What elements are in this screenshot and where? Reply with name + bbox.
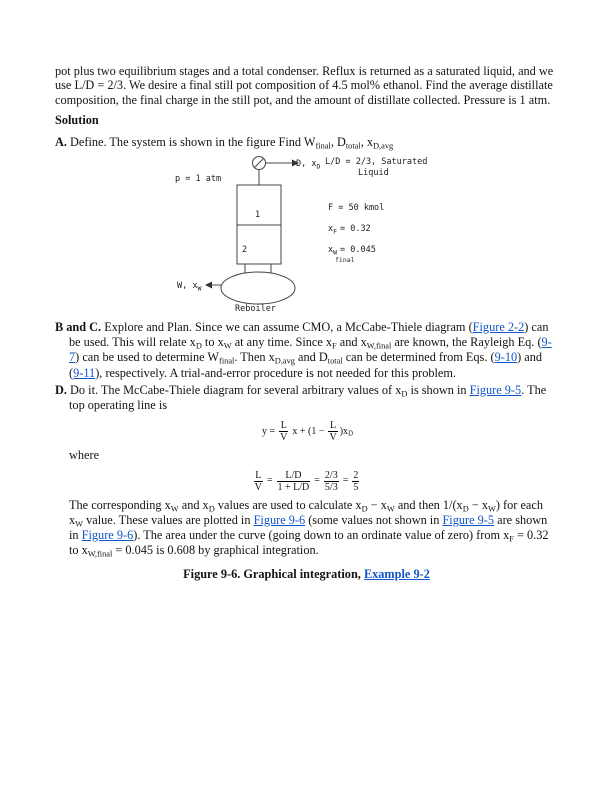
text-run: values are used to calculate x: [214, 497, 362, 512]
where-label: where: [69, 448, 100, 463]
bold-run: Figure 9-6. Graphical integration,: [183, 567, 364, 582]
subscript: F: [509, 534, 514, 544]
subscript: D,avg: [274, 356, 295, 366]
text-run: Explore and Plan. Since we can assume CMO, a McCabe-Thiele diagram (: [101, 319, 473, 334]
lv-ratio-equation: [55, 470, 558, 493]
eq-term: )x: [339, 426, 349, 438]
cross-reference-link[interactable]: Figure 9-5: [469, 382, 522, 397]
cross-reference-link[interactable]: 9-10: [494, 350, 518, 365]
text-run: at any time. Since x: [231, 335, 333, 350]
figure-caption: [55, 567, 558, 581]
text-run: . The top operating line is: [69, 382, 547, 413]
step-d-paragraph: [55, 383, 558, 413]
text-run: ) for each x: [69, 497, 543, 527]
text-run: are shown in: [69, 512, 548, 542]
diagram-lines: [212, 156, 295, 304]
eq-term: x + (1 −: [292, 426, 325, 438]
text-run: ). The area under the curve (going down to an ordinate value of zero) from x: [133, 527, 510, 542]
pressure-label: p = 1 atm: [175, 173, 222, 184]
cross-reference-link[interactable]: 9-7: [69, 335, 552, 365]
text-run: = 0.32 to x: [69, 527, 549, 558]
subscript: D: [348, 430, 353, 438]
subscript: F: [332, 341, 337, 351]
top-operating-line-equation: [55, 420, 558, 443]
fraction: $\frac{2/3}{5/3}$: [324, 469, 338, 493]
text-run: are known, the Rayleigh Eq. (: [391, 335, 542, 350]
subscript: W,final: [87, 549, 113, 559]
cross-reference-link[interactable]: Figure 9-5: [442, 512, 495, 527]
step-bc-paragraph: [55, 320, 558, 381]
text-run: Define. The system is shown in the figure Find W: [66, 134, 316, 149]
feed-composition-label: $x_F = 0.32$: [328, 223, 371, 236]
text-run: Do it. The McCabe-Thiele diagram for several arbitrary values of x: [66, 382, 402, 397]
fraction: $\frac{L}{V}$: [254, 469, 262, 493]
text-run: = 0.045 is 0.608 by graphical integration.: [112, 543, 319, 558]
subscript: D: [195, 341, 202, 351]
subscript: D: [208, 503, 215, 513]
distillate-label: D, $x_D$: [296, 158, 321, 171]
text-run: . Then x: [234, 350, 275, 365]
subscript: total: [327, 356, 343, 366]
subscript: D: [462, 503, 469, 513]
diagram-labels: [175, 157, 427, 314]
stage-1-label: 1: [255, 209, 261, 220]
subscript: final: [315, 140, 331, 150]
reboiler-label: Reboiler: [235, 303, 276, 314]
final-pot-composition-label: $x_W = 0.045$: [328, 244, 376, 257]
text-run: , D: [330, 134, 346, 149]
text-run: is shown in: [407, 382, 470, 397]
feed-label: F = 50 kmol: [328, 202, 385, 213]
distillation-system-figure: [165, 152, 558, 318]
bold-run: B and C.: [55, 319, 102, 334]
text-run: to x: [201, 335, 224, 350]
subscript: W: [488, 503, 496, 513]
subscript: W: [386, 503, 395, 513]
text-run: ) can be used. This will relate x: [69, 319, 549, 350]
distillation-diagram: [165, 152, 465, 316]
text-run: , x: [360, 134, 374, 149]
subscript: D: [401, 389, 408, 399]
subscript: final: [219, 356, 235, 366]
text-run: ) and (: [69, 350, 543, 380]
eq-term: y =: [262, 426, 276, 438]
subscript: D,avg: [373, 140, 394, 150]
stage-2-label: 2: [242, 244, 248, 255]
cross-reference-link[interactable]: Figure 9-6: [81, 527, 134, 542]
cross-reference-link[interactable]: Figure 9-6: [253, 512, 306, 527]
eq-term: =: [266, 475, 273, 487]
saturated-liquid-label: Liquid: [358, 167, 389, 178]
text-run: and x: [336, 335, 367, 350]
subscript: total: [345, 140, 361, 150]
text-run: − x: [367, 497, 387, 512]
text-run: − x: [468, 497, 488, 512]
fraction: $\frac{2}{5}$: [353, 469, 359, 493]
bold-run: D.: [55, 382, 67, 397]
subscript: W: [223, 341, 232, 351]
text-run: ), respectively. A trial-and-error procedure is not needed for this problem.: [95, 365, 457, 380]
reflux-ratio-label: L/D = 2/3, Saturated: [325, 156, 428, 167]
still-pot: [221, 272, 295, 304]
subscript: W: [75, 519, 84, 529]
text-run: The corresponding x: [69, 497, 171, 512]
cross-reference-link[interactable]: Example 9-2: [363, 567, 430, 582]
fraction: $\frac{L}{V}$: [329, 420, 337, 444]
subscript: W: [170, 503, 179, 513]
cross-reference-link[interactable]: 9-11: [73, 365, 96, 380]
subscript: D: [361, 503, 368, 513]
bold-run: A.: [55, 134, 67, 149]
condenser-slash: [255, 158, 264, 167]
text-run: ) can be used to determine W: [75, 350, 220, 365]
text-run: can be determined from Eqs. (: [342, 350, 495, 365]
eq-term: =: [314, 475, 320, 487]
intro-paragraph: pot plus two equilibrium stages and a total condenser. Reflux is returned as a saturated liquid, and we use L/D = 2/3. We desire a final still pot composition of 4.5 mol% ethanol. Find the average distillate composition, the final charge in the still pot, and the amount of distillate collected. Pressure is 1 atm.: [55, 64, 554, 107]
bottoms-label: W, $x_W$: [177, 280, 202, 293]
eq-term: =: [342, 475, 349, 487]
fraction: $\frac{L/D}{1 + L/D}$: [277, 469, 310, 493]
solution-heading: Solution: [55, 113, 99, 128]
bottoms-arrowhead: [205, 281, 212, 288]
text-run: value. These values are plotted in: [83, 512, 254, 527]
text-run: and then 1/(x: [394, 497, 463, 512]
text-run: (some values not shown in: [305, 512, 443, 527]
step-a-paragraph: [55, 135, 558, 149]
results-paragraph: [69, 498, 558, 559]
cross-reference-link[interactable]: Figure 2-2: [472, 319, 525, 334]
subscript: W,final: [366, 341, 392, 351]
fraction: $\frac{L}{V}$: [280, 420, 288, 444]
text-run: and D: [294, 350, 328, 365]
text-run: and x: [178, 497, 209, 512]
final-subscript-label: final: [335, 255, 355, 264]
